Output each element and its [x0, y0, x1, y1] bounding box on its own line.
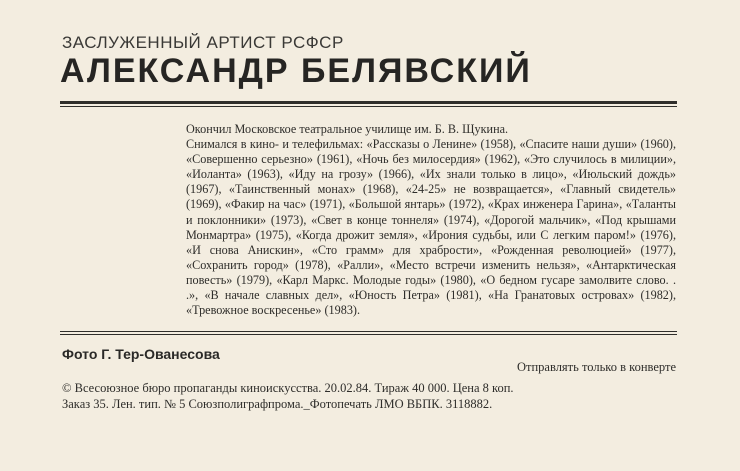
imprint-line-2: Заказ 35. Лен. тип. № 5 Союзполиграфпрома._Фотопечать ЛМО ВБПК. 3118882. — [62, 397, 493, 411]
header-rule-thick — [60, 101, 677, 104]
footer-rule-bottom — [60, 334, 677, 335]
imprint-line-1: © Всесоюзное бюро пропаганды киноискусства. 20.02.84. Тираж 40 000. Цена 8 коп. — [62, 381, 514, 395]
envelope-note: Отправлять только в конверте — [516, 360, 676, 374]
footer-rule-top — [60, 331, 677, 332]
artist-name: АЛЕКСАНДР БЕЛЯВСКИЙ — [60, 52, 532, 90]
biography-filmography: Снимался в кино- и телефильмах: «Рассказы о Ленине» (1958), «Спасите наши души» (1960), «Совершенно серьезно» (1961), «Ночь без милосердия» (1962), «Это случилось в милиции», «Иоланта» (1963), «Иду на грозу» (1966), «Их знали только в лицо», «Июльский дождь» (1967), «Таинственный монах» (1968), «24-25» не возвращается», «Главный свидетель» (1969), «Факир на час» (1971), «Большой янтарь» (1972), «Крах инженера Гарина», «Таланты и поклонники» (1973), «Свет в конце тоннеля» (1974), «Дорогой мальчик», «Под крышами Монмартра» (1975), «Когда дрожит земля», «Ирония судьбы, или С легким паром!» (1976), «И снова Анискин», «Сто грамм» для храбрости», «Рожденная революцией» (1977), «Сохранить город» (1978), «Ралли», «Место встречи изменить нельзя», «Антарктическая повесть» (1979), «Карл Маркс. Молодые годы» (1980), «О бедном гусаре замолвите слово. . .», «В начале славных дел», «Юность Петра» (1981), «На Гранатовых островах» (1982), «Тревожное воскресенье» (1983). — [186, 137, 676, 318]
publisher-imprint — [62, 380, 677, 412]
biography — [186, 122, 676, 318]
photo-credit: Фото Г. Тер-Ованесова — [62, 346, 220, 362]
header-rule-thin — [60, 106, 677, 107]
biography-education: Окончил Московское театральное училище им. Б. В. Щукина. — [186, 122, 509, 136]
artist-title: ЗАСЛУЖЕННЫЙ АРТИСТ РСФСР — [62, 33, 344, 52]
